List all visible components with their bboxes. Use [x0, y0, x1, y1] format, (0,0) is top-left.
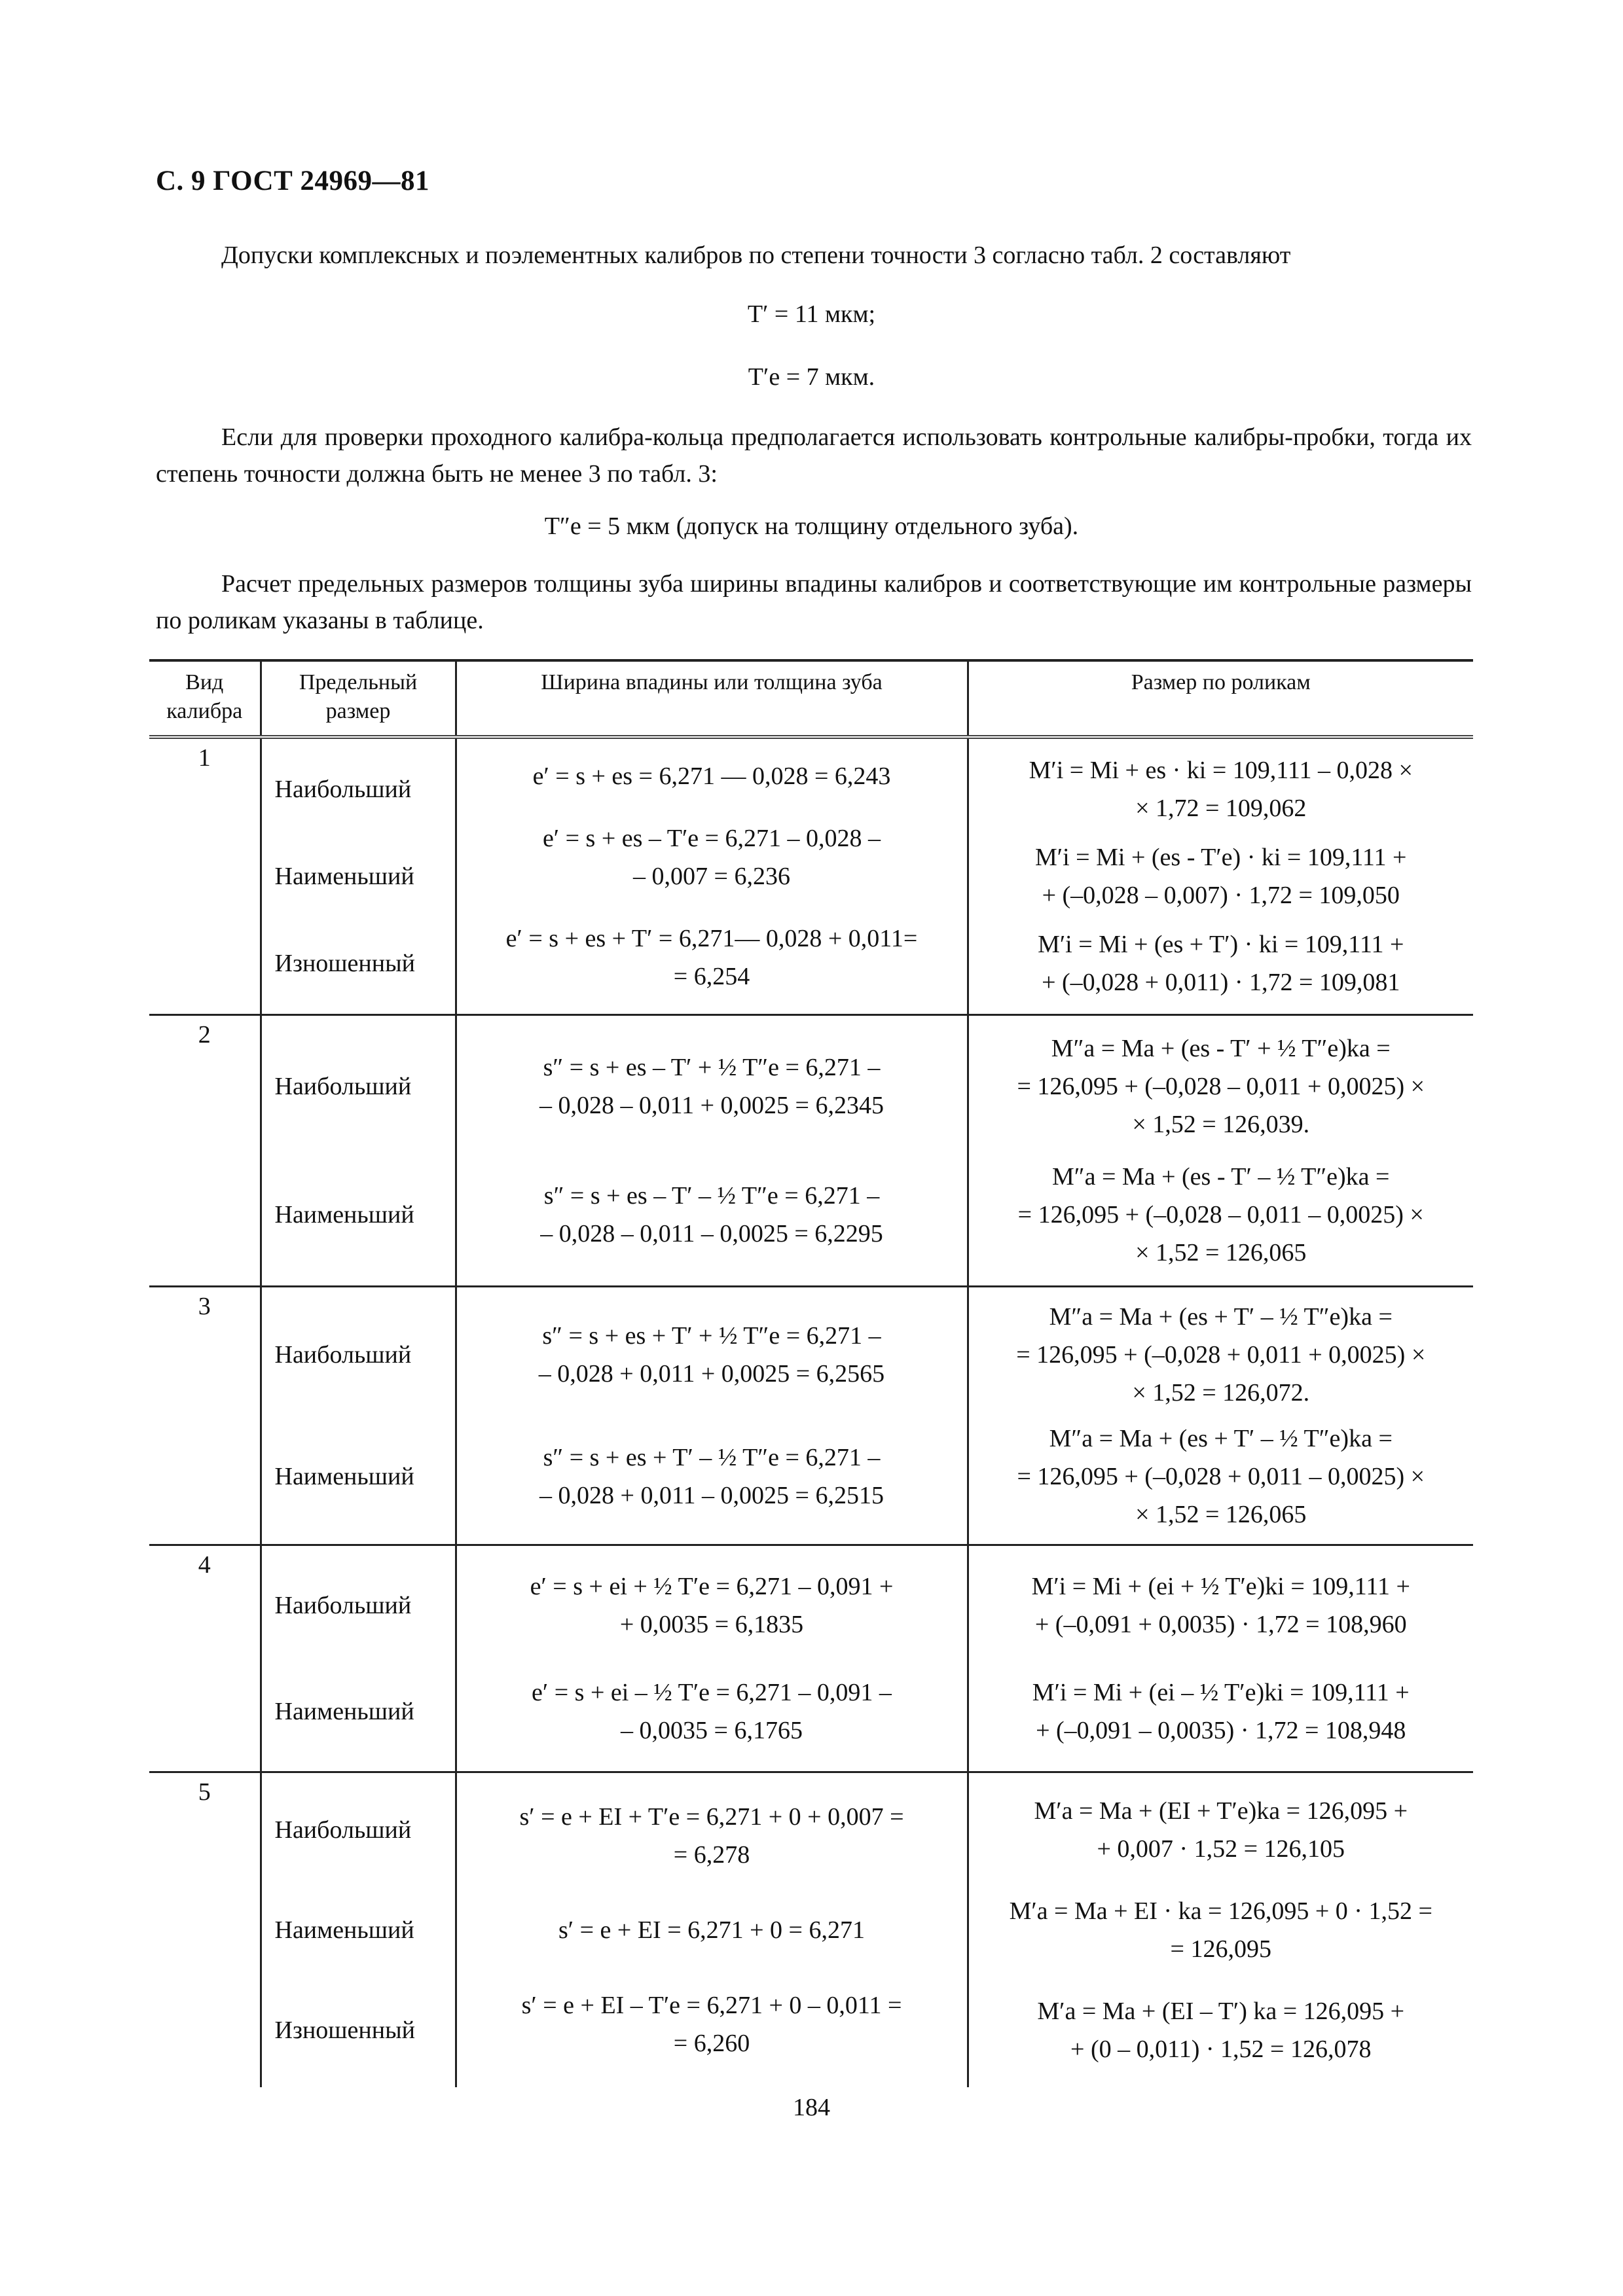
limit-label: Наибольший [274, 775, 412, 803]
width-formula-cell-stack [457, 1287, 967, 1544]
roller-formula [969, 1298, 1474, 1412]
intro-paragraph-1: Допуски комплексных и поэлементных калибров по степени точности 3 согласно табл. 2 составляют [221, 242, 1291, 269]
roller-formula [969, 1568, 1474, 1643]
width-formula-cell [456, 1545, 968, 1772]
roller-formula-cell-stack [969, 1546, 1474, 1771]
formula-line: = 126,095 + (–0,028 – 0,011 + 0,0025) × [1017, 1073, 1425, 1100]
width-formula-cell [456, 1015, 968, 1287]
limit-label: Наименьший [274, 1463, 414, 1490]
header-vid-kalibra: Вид калибра [149, 660, 261, 737]
limit-cell-stack [262, 1016, 455, 1285]
vid-kalibra-cell: 3 [149, 1287, 261, 1545]
width-formula-cell-stack [457, 1016, 967, 1285]
roller-formula-cell [968, 1015, 1473, 1287]
equation-t-prime: T′ = 11 мкм; [747, 300, 876, 328]
limit-cell-stack [262, 1773, 455, 2087]
roller-formula-cell [968, 737, 1473, 1015]
table-row [149, 1772, 1473, 2088]
header-razmer-po-rolikam: Размер по роликам [968, 660, 1473, 737]
formula-line: e′ = s + es – T′e = 6,271 – 0,028 – [542, 824, 881, 852]
limit-label: Наименьший [274, 1916, 414, 1944]
formula-line: s″ = s + es – T′ + ½ T″e = 6,271 – [543, 1054, 881, 1081]
intro-paragraph-2: Если для проверки проходного калибра-кольца предполагается использовать контрольные калибры-пробки, тогда их степень точности должна быть не менее 3 по табл. 3: [156, 423, 1472, 488]
formula-line: e′ = s + ei + ½ T′e = 6,271 – 0,091 + [530, 1573, 894, 1600]
roller-formula-cell [968, 1287, 1473, 1545]
limit-cell [261, 737, 456, 1015]
formula-line: s′ = e + EI – T′e = 6,271 + 0 – 0,011 = [521, 1991, 902, 2019]
intro-paragraph-3: Расчет предельных размеров толщины зуба ширины впадины калибров и соответствующие им контрольные размеры по роликам указаны в таблице. [156, 570, 1472, 634]
roller-formula [969, 1892, 1474, 1968]
limit-label: Наибольший [274, 1073, 412, 1100]
limit-label: Наименьший [274, 1698, 414, 1725]
width-formula-cell [456, 737, 968, 1015]
roller-formula [969, 925, 1474, 1001]
formula-line: + (–0,091 – 0,0035) · 1,72 = 108,948 [1036, 1717, 1406, 1744]
formula-line: × 1,52 = 126,039. [1132, 1111, 1310, 1138]
table-row [149, 737, 1473, 1015]
width-formula [457, 920, 967, 996]
formula-line: + (0 – 0,011) · 1,52 = 126,078 [1070, 2036, 1372, 2064]
formula-line: × 1,52 = 126,065 [1135, 1501, 1307, 1528]
roller-formula-cell-stack [969, 1287, 1474, 1544]
formula-line: e′ = s + ei – ½ T′e = 6,271 – 0,091 – [532, 1679, 892, 1706]
vid-kalibra-cell: 4 [149, 1545, 261, 1772]
table-body [149, 737, 1473, 2087]
roller-formula [969, 1030, 1474, 1143]
limit-label: Наибольший [274, 1592, 412, 1619]
formula-line: M′i = Mi + es · ki = 109,111 – 0,028 × [1029, 756, 1413, 784]
formula-line: M′i = Mi + (ei + ½ T′e)ki = 109,111 + [1031, 1573, 1410, 1600]
limit-label: Наименьший [274, 1201, 414, 1229]
formula-line: e′ = s + es + T′ = 6,271— 0,028 + 0,011= [505, 924, 918, 952]
formula-line: = 6,260 [673, 2029, 750, 2057]
formula-line: s″ = s + es + T′ + ½ T″e = 6,271 – [542, 1322, 881, 1350]
limit-label: Наименьший [274, 862, 414, 890]
limit-label: Наибольший [274, 1816, 412, 1844]
limit-label: Изношенный [274, 950, 415, 978]
formula-line: – 0,028 + 0,011 – 0,0025 = 6,2515 [539, 1482, 884, 1509]
roller-formula [969, 751, 1474, 827]
formula-line: s′ = e + EI + T′e = 6,271 + 0 + 0,007 = [519, 1803, 904, 1831]
formula-line: M′a = Ma + (EI + T′e)ka = 126,095 + [1034, 1797, 1408, 1825]
equation-te-prime: T′e = 7 мкм. [748, 363, 875, 391]
width-formula [457, 757, 967, 795]
formula-line: M′i = Mi + (es - T′e) · ki = 109,111 + [1035, 843, 1407, 871]
width-formula [457, 1439, 967, 1515]
formula-line: M″a = Ma + (es + T′ – ½ T″e)ka = [1049, 1303, 1393, 1331]
equation-te-double-prime: T″e = 5 мкм (допуск на толщину отдельного зуба). [544, 512, 1079, 540]
formula-line: M′i = Mi + (ei – ½ T′e)ki = 109,111 + [1032, 1679, 1410, 1706]
limit-cell-stack [262, 1546, 455, 1771]
width-formula [457, 819, 967, 895]
formula-line: × 1,52 = 126,072. [1132, 1379, 1310, 1407]
formula-line: – 0,0035 = 6,1765 [621, 1717, 803, 1744]
page-header: С. 9 ГОСТ 24969—81 [156, 166, 430, 196]
table-row [149, 1015, 1473, 1287]
table-header-row [149, 660, 1473, 737]
formula-line: + 0,007 · 1,52 = 126,105 [1097, 1835, 1345, 1863]
limit-cell [261, 1015, 456, 1287]
calibers-table [149, 659, 1473, 2087]
roller-formula-cell [968, 1772, 1473, 2088]
formula-line: + (–0,091 + 0,0035) · 1,72 = 108,960 [1034, 1611, 1407, 1638]
formula-line: = 126,095 + (–0,028 + 0,011 + 0,0025) × [1016, 1341, 1426, 1369]
formula-line: = 126,095 + (–0,028 – 0,011 – 0,0025) × [1017, 1201, 1424, 1229]
header-predelny-razmer: Предельный размер [261, 660, 456, 737]
formula-line: M′i = Mi + (es + T′) · ki = 109,111 + [1038, 931, 1404, 959]
table-row [149, 1545, 1473, 1772]
formula-line: s″ = s + es + T′ – ½ T″e = 6,271 – [543, 1444, 881, 1471]
formula-line: – 0,028 – 0,011 – 0,0025 = 6,2295 [540, 1220, 883, 1247]
formula-line: M″a = Ma + (es - T′ – ½ T″e)ka = [1052, 1163, 1390, 1191]
width-formula-cell-stack [457, 1773, 967, 2087]
roller-formula [969, 1674, 1474, 1749]
width-formula [457, 1568, 967, 1643]
width-formula-cell-stack [457, 739, 967, 1014]
roller-formula [969, 1158, 1474, 1272]
limit-label: Изношенный [274, 2017, 415, 2045]
width-formula [457, 1911, 967, 1949]
formula-line: s′ = e + EI = 6,271 + 0 = 6,271 [558, 1916, 865, 1944]
width-formula-cell-stack [457, 1546, 967, 1771]
formula-line: × 1,72 = 109,062 [1135, 794, 1307, 822]
vid-kalibra-cell: 2 [149, 1015, 261, 1287]
formula-line: × 1,52 = 126,065 [1135, 1239, 1307, 1266]
header-shirina: Ширина впадины или толщина зуба [456, 660, 968, 737]
formula-line: = 6,254 [673, 962, 750, 990]
width-formula-cell [456, 1287, 968, 1545]
roller-formula [969, 1992, 1474, 2068]
formula-line: M″a = Ma + (es + T′ – ½ T″e)ka = [1049, 1425, 1393, 1452]
width-formula [457, 1177, 967, 1253]
vid-kalibra-cell: 1 [149, 737, 261, 1015]
width-formula [457, 1317, 967, 1393]
formula-line: M″a = Ma + (es - T′ + ½ T″e)ka = [1051, 1035, 1391, 1062]
roller-formula-cell-stack [969, 1773, 1474, 2087]
formula-line: s″ = s + es – T′ – ½ T″e = 6,271 – [543, 1182, 880, 1210]
formula-line: + 0,0035 = 6,1835 [619, 1611, 804, 1638]
limit-cell [261, 1772, 456, 2088]
limit-label: Наибольший [274, 1341, 412, 1369]
formula-line: = 126,095 [1170, 1935, 1271, 1963]
formula-line: M′a = Ma + EI · ka = 126,095 + 0 · 1,52 = [1009, 1897, 1432, 1925]
page-number: 184 [793, 2094, 830, 2121]
formula-line: = 6,278 [673, 1841, 750, 1869]
width-formula [457, 1986, 967, 2062]
width-formula [457, 1798, 967, 1874]
table-row [149, 1287, 1473, 1545]
roller-formula-cell [968, 1545, 1473, 1772]
roller-formula [969, 1420, 1474, 1534]
formula-line: = 126,095 + (–0,028 + 0,011 – 0,0025) × [1017, 1463, 1425, 1490]
width-formula [457, 1049, 967, 1124]
formula-line: + (–0,028 + 0,011) · 1,72 = 109,081 [1042, 969, 1400, 997]
limit-cell [261, 1545, 456, 1772]
width-formula [457, 1674, 967, 1749]
formula-line: e′ = s + es = 6,271 — 0,028 = 6,243 [532, 762, 891, 791]
roller-formula [969, 1792, 1474, 1868]
limit-cell [261, 1287, 456, 1545]
roller-formula-cell-stack [969, 739, 1474, 1014]
formula-line: – 0,028 – 0,011 + 0,0025 = 6,2345 [539, 1092, 884, 1119]
limit-cell-stack [262, 739, 455, 1014]
formula-line: – 0,028 + 0,011 + 0,0025 = 6,2565 [538, 1360, 885, 1388]
width-formula-cell [456, 1772, 968, 2088]
vid-kalibra-cell: 5 [149, 1772, 261, 2088]
roller-formula-cell-stack [969, 1016, 1474, 1285]
limit-cell-stack [262, 1287, 455, 1544]
formula-line: + (–0,028 – 0,007) · 1,72 = 109,050 [1042, 881, 1400, 909]
formula-line: M′a = Ma + (EI – T′) ka = 126,095 + [1037, 1998, 1405, 2026]
formula-line: – 0,007 = 6,236 [633, 862, 790, 890]
roller-formula [969, 838, 1474, 914]
